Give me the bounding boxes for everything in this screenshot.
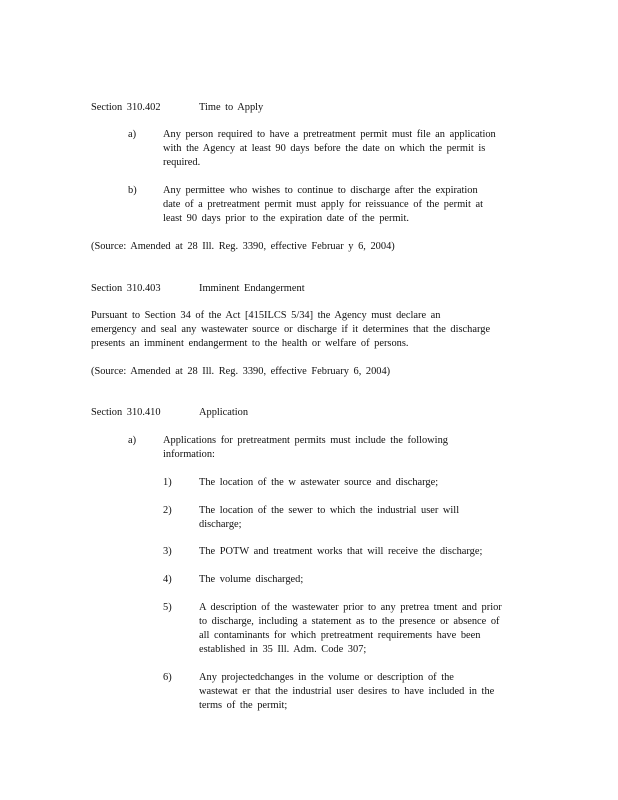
subitem-text	[199, 671, 529, 713]
subitem-text	[199, 545, 529, 559]
item-label: a)	[128, 435, 137, 446]
paragraph-line: presents an imminent endangerment to the health or welfare of persons.	[91, 338, 409, 349]
subitem-text-line: to discharge, including a statement as to the presence or absence of	[199, 616, 500, 627]
subitem-text-line: terms of the permit;	[199, 700, 288, 711]
item-text	[163, 434, 523, 462]
subitem-text-line: established in 35 Ill. Adm. Code 307;	[199, 644, 367, 655]
subitem-label: 2)	[163, 505, 172, 516]
subitem-text	[199, 504, 529, 532]
subitem-label: 3)	[163, 546, 172, 557]
section-number: Section 310.403	[91, 283, 161, 294]
item-text-line: date of a pretreatment permit must apply for reissuance of the permit at	[163, 199, 484, 210]
subitem-text-line: all contaminants for which pretreatment requirements have been	[199, 630, 481, 641]
subitem-label: 4)	[163, 574, 172, 585]
subitem-text	[199, 476, 529, 490]
subitem-label: 1)	[163, 477, 172, 488]
item-text	[163, 184, 523, 226]
item-text	[163, 128, 523, 170]
subitem-label: 5)	[163, 602, 172, 613]
item-text-line: Any person required to have a pretreatment permit must file an application	[163, 129, 496, 140]
paragraph-line: emergency and seal any wastewater source or discharge if it determines that the discharge	[91, 324, 491, 335]
subitem-text	[199, 601, 529, 657]
subitem-text-line: discharge;	[199, 519, 242, 530]
subitem-text-line: The location of the sewer to which the industrial user will	[199, 505, 460, 516]
source-note: (Source: Amended at 28 Ill. Reg. 3390, effective February 6, 2004)	[91, 366, 391, 377]
section-title: Imminent Endangerment	[199, 283, 305, 294]
source-note: (Source: Amended at 28 Ill. Reg. 3390, effective Februar y 6, 2004)	[91, 241, 395, 252]
item-label: b)	[128, 185, 137, 196]
subitem-text-line: Any projectedchanges in the volume or description of the	[199, 672, 454, 683]
item-label: a)	[128, 129, 137, 140]
item-text-line: with the Agency at least 90 days before the date on which the permit is	[163, 143, 486, 154]
item-text-line: Any permittee who wishes to continue to discharge after the expiration	[163, 185, 478, 196]
item-text-line: required.	[163, 157, 201, 168]
subitem-text-line: The location of the w astewater source and discharge;	[199, 477, 439, 488]
paragraph-line: Pursuant to Section 34 of the Act [415ILCS 5/34] the Agency must declare an	[91, 310, 441, 321]
subitem-text-line: wastewat er that the industrial user desires to have included in the	[199, 686, 495, 697]
item-text-line: least 90 days prior to the expiration date of the permit.	[163, 213, 409, 224]
subitem-text	[199, 573, 529, 587]
section-number: Section 310.402	[91, 102, 161, 113]
subitem-label: 6)	[163, 672, 172, 683]
section-paragraph	[91, 309, 523, 351]
subitem-text-line: The volume discharged;	[199, 574, 304, 585]
subitem-text-line: A description of the wastewater prior to any pretrea tment and prior	[199, 602, 502, 613]
section-title: Application	[199, 407, 249, 418]
item-text-line: information:	[163, 449, 215, 460]
section-title: Time to Apply	[199, 102, 264, 113]
subitem-text-line: The POTW and treatment works that will receive the discharge;	[199, 546, 483, 557]
item-text-line: Applications for pretreatment permits must include the following	[163, 435, 448, 446]
section-number: Section 310.410	[91, 407, 161, 418]
